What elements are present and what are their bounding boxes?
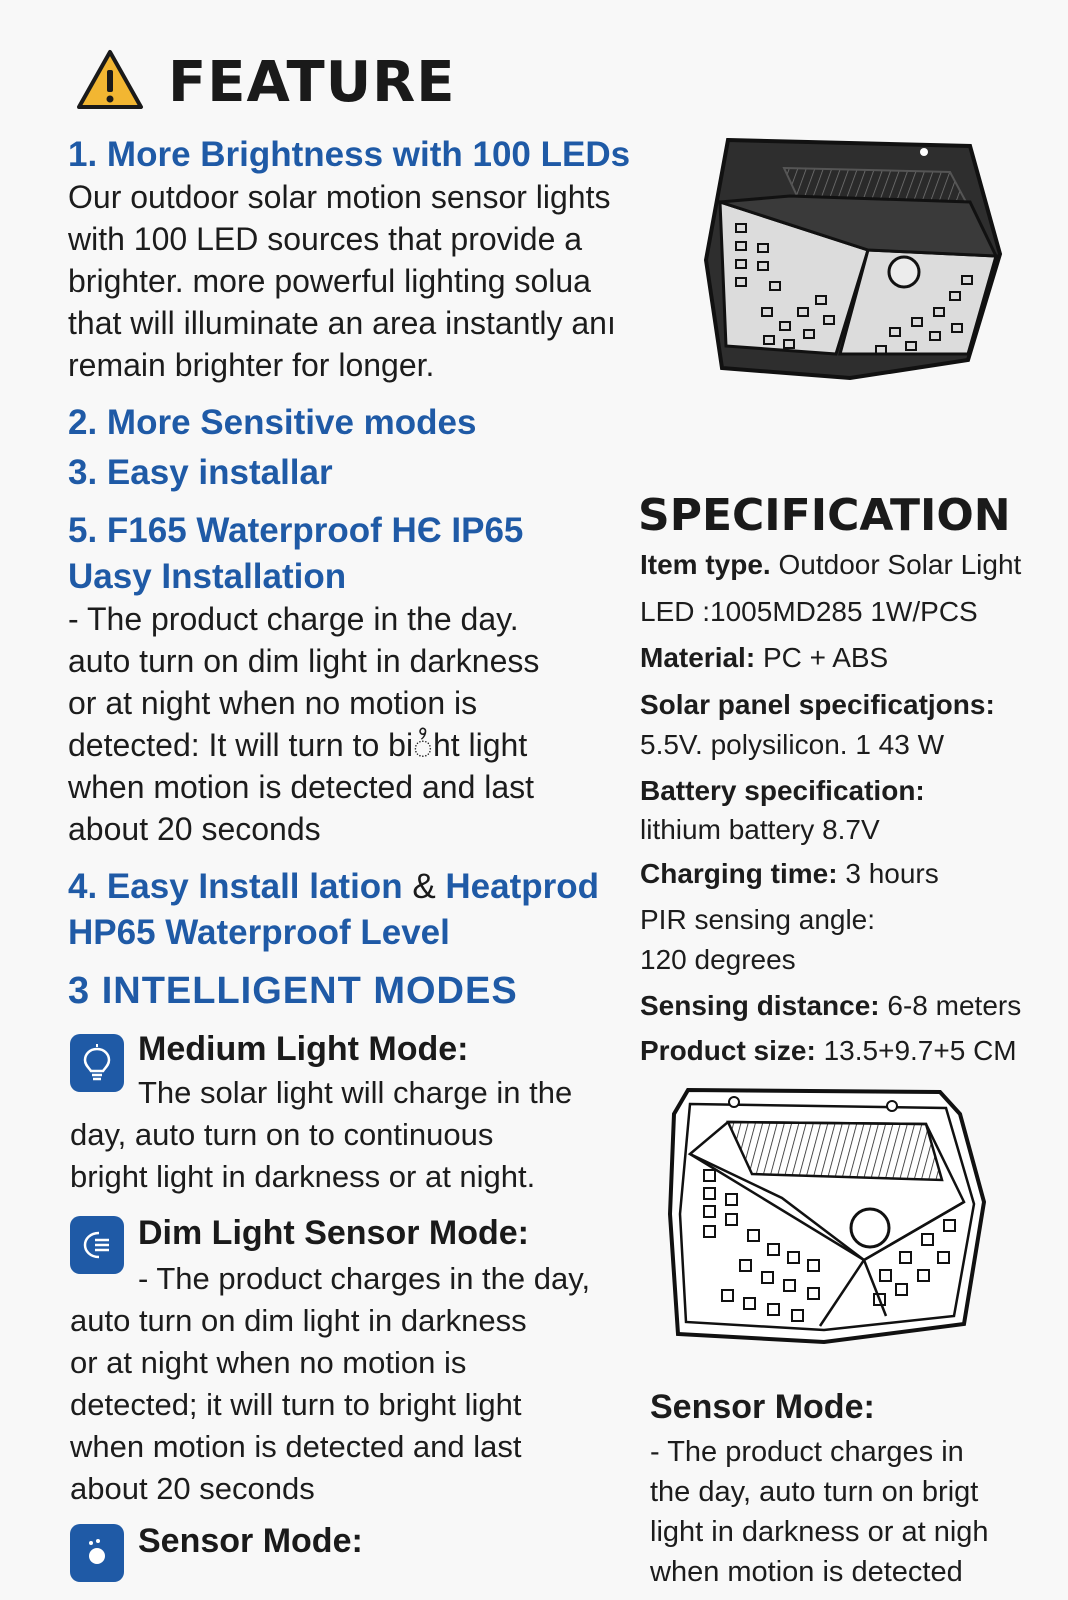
spec-item-type-value: Outdoor Solar Light xyxy=(778,549,1022,580)
spec-led: LED :1005MD285 1W/PCS xyxy=(640,596,978,627)
spec-material-value: PC + ABS xyxy=(762,642,889,673)
feature-title: FEATURE xyxy=(168,50,456,115)
spec-material xyxy=(640,636,888,680)
modes-title: 3 INTELLIGENT MODES xyxy=(68,970,518,1012)
warning-icon xyxy=(76,48,144,112)
feature-1-heading: 1. More Brightness with 100 LEDs xyxy=(68,135,631,174)
sensor-mode-right-body: - The product charges in the day, auto turn on brigt light in darkness or at nigh when motion is detected xyxy=(650,1436,989,1588)
feature-5-heading-line2: Uasy Installation xyxy=(68,557,347,596)
spec-pir-label: PIR sensing angle: xyxy=(640,904,876,935)
feature-5-body: - The product charge in the day. auto turn on dim light in darkness or at night when no motion is detected: It will turn to biႆht light when motion is detected and last about 20 seconds xyxy=(68,601,540,847)
spec-battery-label-text: Battery specification: xyxy=(640,775,925,806)
feature-4-heading-line1 xyxy=(68,864,599,910)
solar-light-product-image-outline xyxy=(664,1084,994,1346)
solar-light-product-image-front xyxy=(700,132,1010,388)
mode-1-body: day, auto turn on to continuous bright light in darkness or at night. xyxy=(70,1117,536,1194)
spec-item-type xyxy=(640,543,1021,587)
feature-4-heading-part2: Heatprod xyxy=(445,867,600,906)
spec-sensing-label: Sensing distance: xyxy=(640,990,880,1021)
mode-1-first-line: The solar light will charge in the xyxy=(138,1075,573,1110)
dim-light-icon xyxy=(70,1216,124,1274)
feature-4-heading-part1: 4. Easy Install lation xyxy=(68,867,403,906)
spec-battery-label xyxy=(640,769,925,813)
specification-title: SPECIFICATION xyxy=(638,490,1011,541)
feature-5-heading-line1: 5. F165 Waterproof HЄ IP65 xyxy=(68,511,524,550)
spec-battery-value: lithium battery 8.7V xyxy=(640,814,880,845)
spec-solar-value: 5.5V. polysilicon. 1 43 W xyxy=(640,729,945,760)
spec-item-type-label: Item type. xyxy=(640,549,771,580)
mode-2-first-line: - The product charges in the day, xyxy=(138,1261,591,1296)
feature-4-amp: & xyxy=(412,867,436,906)
spec-size xyxy=(640,1029,1017,1073)
sensor-mode-right-title: Sensor Mode: xyxy=(650,1388,875,1426)
spec-charging-value: 3 hours xyxy=(845,858,939,889)
spec-size-label: Product size: xyxy=(640,1035,816,1066)
feature-1-body: Our outdoor solar motion sensor lights with 100 LED sources that provide a brighter. more powerful lighting solua that will illuminate an area instantly anı remain brighter for longer. xyxy=(68,179,616,383)
sensor-icon xyxy=(70,1524,124,1582)
spec-material-label: Material: xyxy=(640,642,756,673)
mode-2-title: Dim Light Sensor Mode: xyxy=(138,1214,529,1252)
spec-solar-label-text: Solar panel specificatjons: xyxy=(640,689,995,720)
spec-sensing-value: 6-8 meters xyxy=(887,990,1022,1021)
spec-charging-label: Charging time: xyxy=(640,858,838,889)
mode-3-title: Sensor Mode: xyxy=(138,1522,363,1560)
feature-4-heading-line2: HP65 Waterproof Level xyxy=(68,913,450,952)
spec-charging xyxy=(640,852,939,896)
spec-pir-value: 120 degrees xyxy=(640,944,796,975)
feature-3-heading: 3. Easy installar xyxy=(68,453,333,492)
spec-sensing xyxy=(640,984,1021,1028)
spec-solar-label xyxy=(640,683,995,727)
feature-2-heading: 2. More Sensitive modes xyxy=(68,403,477,442)
spec-size-value: 13.5+9.7+5 CM xyxy=(823,1035,1017,1066)
bulb-icon xyxy=(70,1034,124,1092)
mode-2-body: auto turn on dim light in darkness or at night when no motion is detected; it will turn to bright light when motion is detected and last about 20 seconds xyxy=(70,1303,527,1506)
mode-1-title: Medium Light Mode: xyxy=(138,1030,469,1068)
